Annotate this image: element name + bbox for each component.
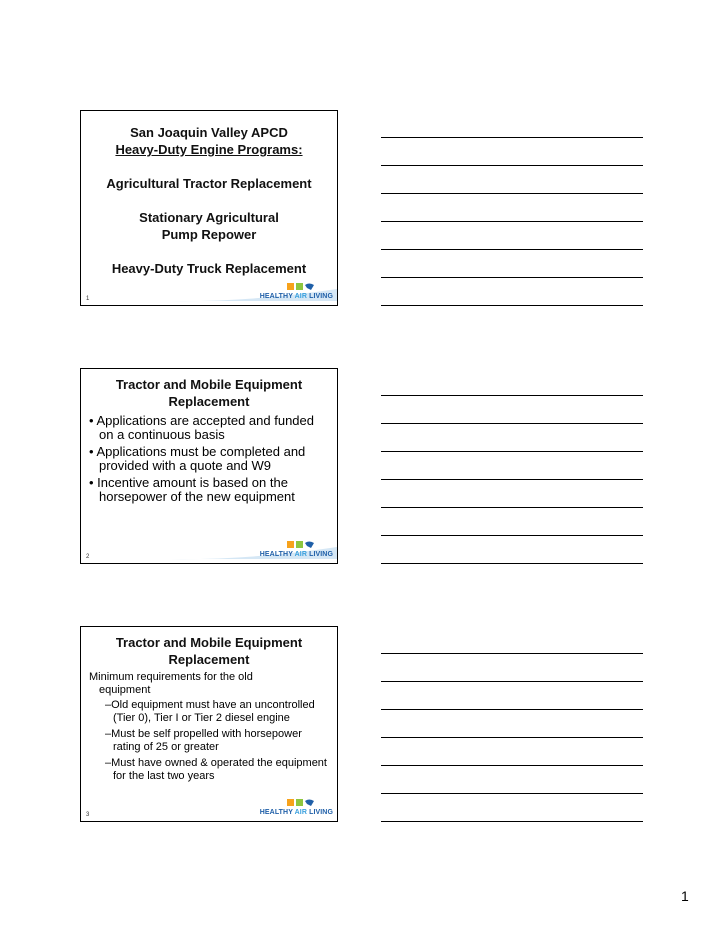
slide-2-content — [81, 369, 337, 543]
brand-living: LIVING — [309, 293, 333, 300]
note-line — [381, 137, 643, 138]
slide-number: 3 — [86, 812, 90, 818]
note-line — [381, 563, 643, 564]
list-item: • Applications are accepted and funded on a continuous basis — [89, 413, 314, 442]
brand-healthy: HEALTHY — [259, 293, 293, 300]
slide-2-bullet-list — [81, 414, 337, 504]
note-line — [381, 681, 643, 682]
list-item: –Must be self propelled with horsepower rating of 25 or greater — [105, 728, 302, 753]
note-line — [381, 507, 643, 508]
list-item: –Must have owned & operated the equipment for the last two years — [105, 757, 327, 782]
slide-number: 2 — [86, 554, 90, 560]
note-line — [381, 737, 643, 738]
slide-2 — [80, 368, 338, 564]
note-line — [381, 793, 643, 794]
brand-living: LIVING — [309, 809, 333, 816]
brand-wordmark — [260, 809, 333, 816]
slide-1-content — [81, 111, 337, 285]
healthy-air-living-logo-icon — [287, 798, 315, 808]
note-line — [381, 765, 643, 766]
page-number: 1 — [681, 888, 689, 904]
note-line — [381, 165, 643, 166]
slide-3-subitem-list — [105, 699, 327, 783]
brand-wordmark — [260, 293, 333, 300]
note-line — [381, 535, 643, 536]
note-line — [381, 709, 643, 710]
list-item: • Incentive amount is based on the horsepower of the new equipment — [89, 475, 295, 504]
slide-3-intro: Minimum requirements for the old equipment — [89, 671, 253, 696]
slide-3-title: Tractor and Mobile Equipment Replacement — [115, 635, 303, 667]
slide-1 — [80, 110, 338, 306]
slide-1-item-2: Stationary Agricultural Pump Repower — [139, 210, 279, 242]
note-line — [381, 221, 643, 222]
slide-footer — [81, 799, 337, 821]
brand-living: LIVING — [309, 551, 333, 558]
note-line — [381, 395, 643, 396]
slide-1-item-1: Agricultural Tractor Replacement — [106, 176, 312, 191]
slide-3-content — [81, 627, 337, 801]
slide-1-title-line-1: San Joaquin Valley APCD — [130, 125, 288, 140]
slide-1-title-line-2: Heavy-Duty Engine Programs: — [115, 142, 303, 157]
brand-wordmark — [260, 551, 333, 558]
note-line — [381, 821, 643, 822]
note-line — [381, 305, 643, 306]
slide-1-item-3: Heavy-Duty Truck Replacement — [111, 261, 307, 276]
note-line — [381, 249, 643, 250]
note-line — [381, 479, 643, 480]
slide-footer — [81, 283, 337, 305]
brand-air: AIR — [294, 551, 308, 558]
note-line — [381, 653, 643, 654]
brand-healthy: HEALTHY — [259, 551, 293, 558]
note-line — [381, 423, 643, 424]
slide-number: 1 — [86, 296, 90, 302]
brand-healthy: HEALTHY — [259, 809, 293, 816]
slide-3 — [80, 626, 338, 822]
brand-air: AIR — [294, 293, 308, 300]
list-item: –Old equipment must have an uncontrolled (Tier 0), Tier I or Tier 2 diesel engine — [105, 699, 315, 724]
list-item: • Applications must be completed and provided with a quote and W9 — [89, 444, 306, 473]
note-line — [381, 277, 643, 278]
slide-2-title: Tractor and Mobile Equipment Replacement — [115, 377, 303, 409]
brand-air: AIR — [294, 809, 308, 816]
slide-footer — [81, 541, 337, 563]
note-line — [381, 193, 643, 194]
note-line — [381, 451, 643, 452]
